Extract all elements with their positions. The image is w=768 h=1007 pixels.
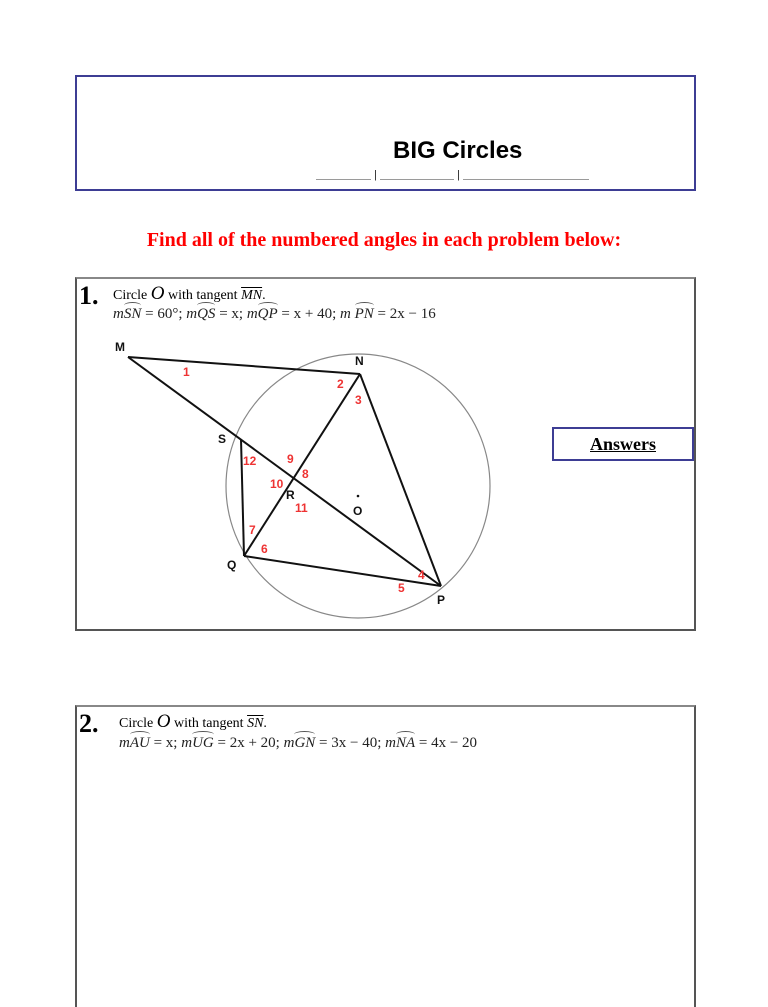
- problem-number: 2.: [79, 709, 99, 738]
- angle-4: 4: [418, 568, 425, 582]
- arc-value: = x;: [215, 306, 244, 322]
- arc-measures: [119, 734, 477, 752]
- chord-np: [360, 374, 441, 586]
- tangent-segment: $\overline{MN}$: [241, 288, 263, 303]
- arc-value: = 60°;: [141, 306, 183, 322]
- angle-11: 11: [295, 501, 308, 515]
- arc-value: = x;: [149, 735, 178, 751]
- desc-middle: with tangent: [167, 288, 238, 303]
- arc-qp: QP: [257, 306, 278, 322]
- center-dot: [357, 495, 360, 498]
- arc-na: NA: [395, 735, 416, 751]
- angle-6: 6: [261, 542, 268, 556]
- angle-12: 12: [243, 454, 257, 468]
- arc-pn: PN: [354, 306, 374, 322]
- problem-description: [119, 713, 267, 733]
- desc-middle: with tangent: [173, 716, 244, 731]
- angle-9: 9: [287, 452, 294, 466]
- desc-prefix: Circle: [119, 716, 154, 731]
- label-n: N: [355, 354, 364, 368]
- arc-m: m: [113, 306, 124, 322]
- label-r: R: [286, 488, 295, 502]
- chord-nq: [244, 374, 363, 556]
- page-title: BIG Circles: [393, 137, 523, 164]
- arc-au: AU: [129, 735, 150, 751]
- arc-qs: QS: [197, 306, 216, 322]
- label-p: P: [437, 593, 446, 607]
- name-date-period-blanks: [316, 169, 716, 183]
- problem-2: [75, 705, 696, 1007]
- angle-2: 2: [337, 377, 344, 391]
- arc-value: = 4x − 20: [415, 735, 478, 751]
- circle-name: O: [156, 711, 171, 732]
- separator: |: [374, 169, 377, 181]
- arc-m: m: [119, 735, 130, 751]
- desc-prefix: Circle: [113, 288, 148, 303]
- blank-line-3: [463, 179, 589, 180]
- arc-m: m: [246, 306, 258, 322]
- arc-value: = 2x + 20;: [213, 735, 280, 751]
- angle-3: 3: [355, 393, 362, 407]
- angle-8: 8: [302, 467, 309, 481]
- circle-name: O: [150, 283, 165, 304]
- arc-value: = 2x − 16: [373, 306, 436, 322]
- problem-number: 1.: [79, 281, 99, 310]
- separator: |: [457, 169, 460, 181]
- desc-suffix: .: [263, 716, 267, 731]
- secant-mp: [128, 357, 441, 586]
- arc-value: = x + 40;: [277, 306, 337, 322]
- blank-line-1: [316, 179, 371, 180]
- blank-line-2: [380, 179, 454, 180]
- arc-m: m: [385, 735, 396, 751]
- answers-button[interactable]: Answers: [552, 427, 694, 461]
- angle-10: 10: [270, 477, 284, 491]
- angle-5: 5: [398, 581, 405, 595]
- label-q: Q: [227, 558, 237, 572]
- label-o: O: [353, 504, 363, 518]
- arc-m: m: [340, 306, 355, 322]
- desc-suffix: .: [262, 288, 266, 303]
- arc-value: = 3x − 40;: [315, 735, 382, 751]
- arc-sn: SN: [123, 306, 142, 322]
- tangent-mn: [128, 357, 360, 374]
- instructions: Find all of the numbered angles in each problem below:: [146, 229, 622, 251]
- chord-qp: [244, 556, 441, 586]
- arc-m: m: [186, 306, 198, 322]
- angle-1: 1: [183, 365, 190, 379]
- arc-ug: UG: [192, 735, 214, 751]
- arc-gn: GN: [294, 735, 316, 751]
- problem-1: [75, 277, 696, 631]
- angle-7: 7: [249, 523, 256, 537]
- label-s: S: [218, 432, 227, 446]
- tangent-segment: $\overline{SN}$: [247, 716, 264, 731]
- arc-m: m: [181, 735, 193, 751]
- header-box: [75, 75, 696, 191]
- label-m: M: [115, 340, 125, 354]
- arc-m: m: [283, 735, 295, 751]
